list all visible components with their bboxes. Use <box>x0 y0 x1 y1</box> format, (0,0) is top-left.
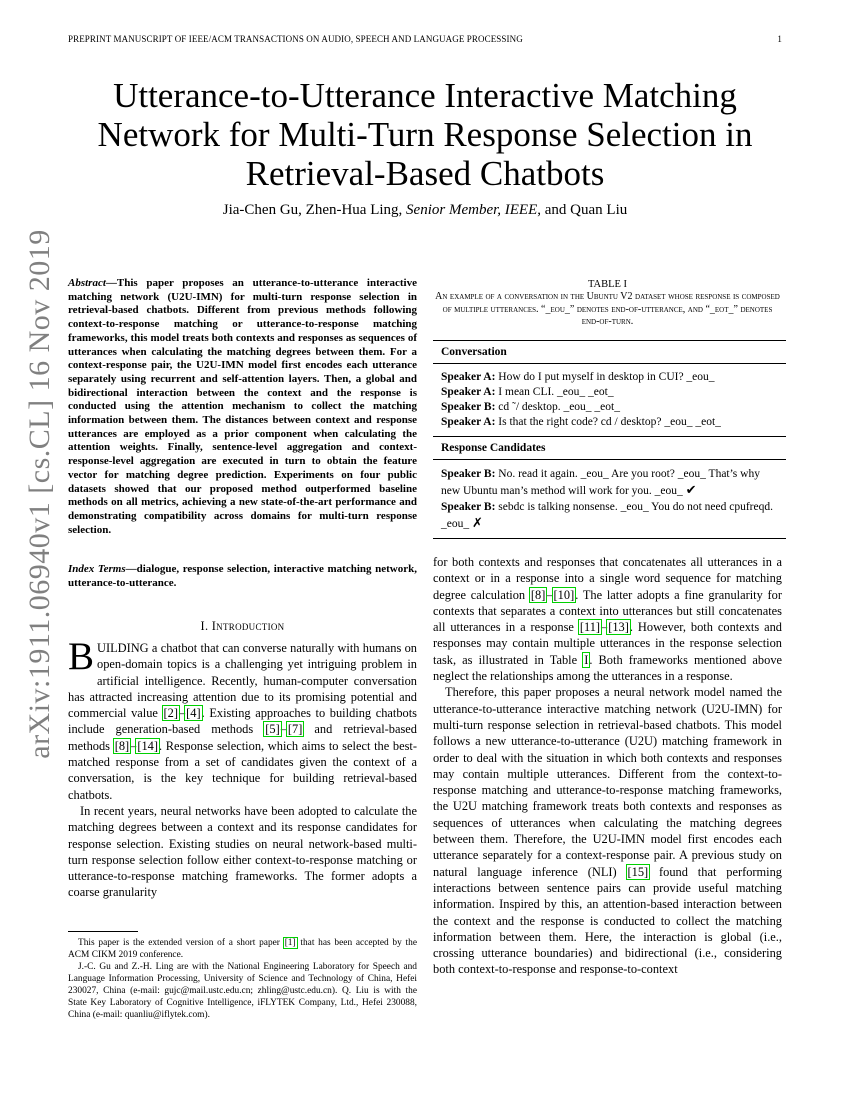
section-number: I. <box>200 619 212 633</box>
right-column-body <box>433 554 782 978</box>
check-mark-icon: ✔ <box>685 482 697 498</box>
utterance-text: I mean CLI. _eou_ _eot_ <box>495 386 614 398</box>
speaker-label: Speaker B: <box>441 468 496 480</box>
text-run: that has been accepted by the ACM CIKM 2019 conference. <box>68 938 417 960</box>
speaker-label: Speaker A: <box>441 371 496 383</box>
arxiv-identifier-stamp[interactable]: arXiv:1911.06940v1 [cs.CL] 16 Nov 2019 <box>23 229 56 759</box>
page-number: 1 <box>777 34 782 44</box>
table-section-header: Conversation <box>441 346 507 358</box>
index-terms-label: Index Terms <box>68 563 126 575</box>
candidate-row <box>441 466 778 499</box>
author-role: Senior Member, IEEE <box>406 202 538 218</box>
speaker-label: Speaker B: <box>441 501 496 513</box>
text-run: This paper is the extended version of a short paper <box>78 938 284 948</box>
conversation-row <box>441 415 778 430</box>
index-terms <box>68 563 417 590</box>
text-run: . Both frameworks mentioned above neglect the relationships among the utterances in a response. <box>433 652 783 684</box>
utterance-text: cd ˜/ desktop. _eou_ _eot_ <box>495 401 620 413</box>
paragraph: for both contexts and responses that concatenates all utterances in a context or in a response into a single word sequence for matching degree calculation [8]–[10]. The latter adopts a fine granularity for contexts that separates a context into utterances but still concatenates all utterances in a response [11]–[13]. However, both contexts and responses may contain multiple utterances in the response selection task, as illustrated in Table I. Both frameworks mentioned above neglect the relationships among the utterances in a response. <box>433 555 783 684</box>
citation-link[interactable]: [5] <box>265 722 280 737</box>
title-line: Network for Multi-Turn Response Selection in <box>97 115 753 154</box>
footnote <box>68 937 417 961</box>
abstract-label: Abstract <box>68 277 106 289</box>
text-run: for both contexts and responses that concatenates all utterances in a context or in a response into a single word sequence for matching degree calculation <box>433 555 782 602</box>
conversation-rows <box>433 364 786 436</box>
utterance-text: No. read it again. _eou_ Are you root? _eou_ That’s why new Ubuntu man’s method will work for you. _eou_ <box>441 468 760 497</box>
journal-name: PREPRINT MANUSCRIPT OF IEEE/ACM TRANSACTIONS ON AUDIO, SPEECH AND LANGUAGE PROCESSING <box>68 34 523 44</box>
conversation-example-table <box>433 340 786 539</box>
citation-link[interactable]: [2] <box>163 706 178 721</box>
conversation-row <box>441 370 778 385</box>
utterance-text: sebdc is talking nonsense. _eou_ You do not need cpufreqd. _eou_ <box>441 501 773 530</box>
paper-title <box>90 76 760 193</box>
utterance-text: How do I put myself in desktop in CUI? _eou_ <box>495 371 715 383</box>
paragraph: In recent years, neural networks have been adopted to calculate the matching degrees between a context and its response candidates for response selection. Existing studies on neural network-based multi-turn response selection follow either context-to-response matching or utterance-to-response matching frameworks. The former adopts a coarse granularity <box>68 803 417 900</box>
candidate-row <box>441 499 778 532</box>
table-section-header: Response Candidates <box>441 442 546 454</box>
abstract <box>68 277 417 537</box>
conversation-row <box>441 400 778 415</box>
section-title: Introduction <box>211 619 285 633</box>
text-run: UILDING a chatbot that can converse naturally with humans on open-domain topics is a challenging yet intriguing problem in artificial intelligence. Recently, human-computer conversation has attracted increasing attention due to its promising potential and commercial value <box>68 641 417 721</box>
cross-mark-icon: ✗ <box>471 515 483 531</box>
text-run: and retrieval-based methods <box>68 722 417 753</box>
footnote: J.-C. Gu and Z.-H. Ling are with the National Engineering Laboratory for Speech and Language Information Processing, University of Science and Technology of China, Hefei 230027, China (e-mail: gujc@mail.ustc.edu.cn; zhling@ustc.edu.cn). Q. Liu is with the State Key Laboratory of Cognitive Intelligence, iFLYTEK Company, Ltd., Hefei 230088, China (e-mail: quanliu@iflytek.com). <box>68 962 417 1020</box>
introduction-body <box>68 635 417 901</box>
utterance-text: Is that the right code? cd / desktop? _eou_ _eot_ <box>495 416 721 428</box>
text-run: found that performing interactions between sentence pairs can provide useful matching information. Inspired by this, an attention-based interaction between the context and the response is conducted to collect the matching information between them. Here, the interaction is global (i.e., crossing utterance boundaries) and bidirectional (i.e., considering both context-to-response and response-to-context <box>433 864 782 977</box>
text-run: . Response selection, which aims to select the best-matched response from a set of candidates given the context of a conversation, is the key technique for building retrieval-based chatbots. <box>68 738 417 802</box>
drop-cap: B <box>68 635 95 678</box>
table-reference-link[interactable]: I <box>584 652 589 667</box>
citation-link[interactable]: [1] <box>284 938 296 948</box>
footnotes <box>68 937 417 1021</box>
citation-link[interactable]: [15] <box>627 864 649 879</box>
citation-link[interactable]: [13] <box>608 620 629 635</box>
text-run: . However, both contexts and responses may contain multiple utterances in the response selection task, as illustrated in Table <box>433 620 782 667</box>
citation-link[interactable]: [8] <box>114 738 130 753</box>
candidate-rows <box>433 460 786 538</box>
paragraph: BUILDING a chatbot that can converse naturally with humans on open-domain topics is a challenging yet intriguing problem in artificial intelligence. Recently, human-computer conversation has attracted increasing attention due to its promising potential and commercial value [2]–[4]. Existing approaches to building chatbots include generation-based methods [5]–[7] and retrieval-based methods [8]–[14]. Response selection, which aims to select the best-matched response from a set of candidates given the context of a conversation, is the key technique for building retrieval-based chatbots. <box>68 635 417 802</box>
footnote-divider <box>68 931 138 932</box>
text-run: . Existing approaches to building chatbots include generation-based methods <box>68 706 417 737</box>
table-rule <box>433 538 786 539</box>
abstract-text: —This paper proposes an utterance-to-utterance interactive matching network (U2U-IMN) for multi-turn response selection in retrieval-based chatbots. Different from previous methods following context-to-response matching or utterance-to-response matching frameworks, this model treats both contexts and responses as sequences of utterances when calculating the matching degrees between them. For a context-response pair, the U2U-IMN model first encodes each utterance separately using recurrent and self-attention layers. Then, a global and bidirectional interaction between the context and the response is conducted using the attention mechanism to collect the matching information between them. The distances between context and response utterances are employed as a prior component when calculating the attention weights. Finally, sentence-level aggregation and context-response-level aggregation are executed in turn to obtain the feature vector for matching degree prediction. Experiments on four public datasets showed that our proposed method outperformed baseline methods on all metrics, achieving a new state-of-the-art performance and demonstrating compatibility across domains for multi-turn response selection. <box>68 277 417 536</box>
text-run: Therefore, this paper proposes a neural network model named the utterance-to-utterance interactive matching network (U2U-IMN) for multi-turn response selection in retrieval-based chatbots. This model follows a new utterance-to-utterance (U2U) matching framework in order to deal with the situation in which both contexts and responses may contain multiple utterances. Different from the context-to-response matching and utterance-to-response matching frameworks, the U2U matching framework treats both contexts and responses as sequences of utterances when calculating the matching degrees between them. Therefore, the U2U-IMN model first encodes each utterance separately for a context-response pair. A previous study on natural language inference (NLI) <box>433 685 782 879</box>
title-line: Utterance-to-Utterance Interactive Matching <box>113 76 737 115</box>
paragraph <box>433 684 782 977</box>
citation-link[interactable]: [10] <box>553 587 575 602</box>
citation-link[interactable]: [7] <box>287 722 303 737</box>
section-heading-introduction <box>68 619 417 634</box>
title-line: Retrieval-Based Chatbots <box>245 154 605 193</box>
index-terms-text: —dialogue, response selection, interactive matching network, utterance-to-utterance. <box>68 563 417 589</box>
speaker-label: Speaker A: <box>441 416 496 428</box>
citation-link[interactable]: [11] <box>579 620 601 635</box>
citation-link[interactable]: [4] <box>186 706 201 721</box>
running-head <box>68 34 782 44</box>
table-caption: An example of a conversation in the Ubuntu V2 dataset whose response is composed of multiple utterances. “_eou_” denotes end-of-utterance, and “_eot_” denotes end-of-turn. <box>435 291 780 327</box>
citation-link[interactable]: [14] <box>137 738 158 753</box>
author-names: Jia-Chen Gu, Zhen-Hua Ling, <box>222 202 407 218</box>
speaker-label: Speaker B: <box>441 401 496 413</box>
table-label: TABLE I <box>587 279 628 290</box>
author-names: , and Quan Liu <box>537 202 628 218</box>
text-run: . The latter adopts a fine granularity for contexts that separates a context into utterances but still concatenates all utterances in a response <box>433 587 782 635</box>
conversation-row <box>441 385 778 400</box>
speaker-label: Speaker A: <box>441 386 496 398</box>
citation-link[interactable]: [8] <box>530 587 546 602</box>
author-list <box>90 202 760 219</box>
